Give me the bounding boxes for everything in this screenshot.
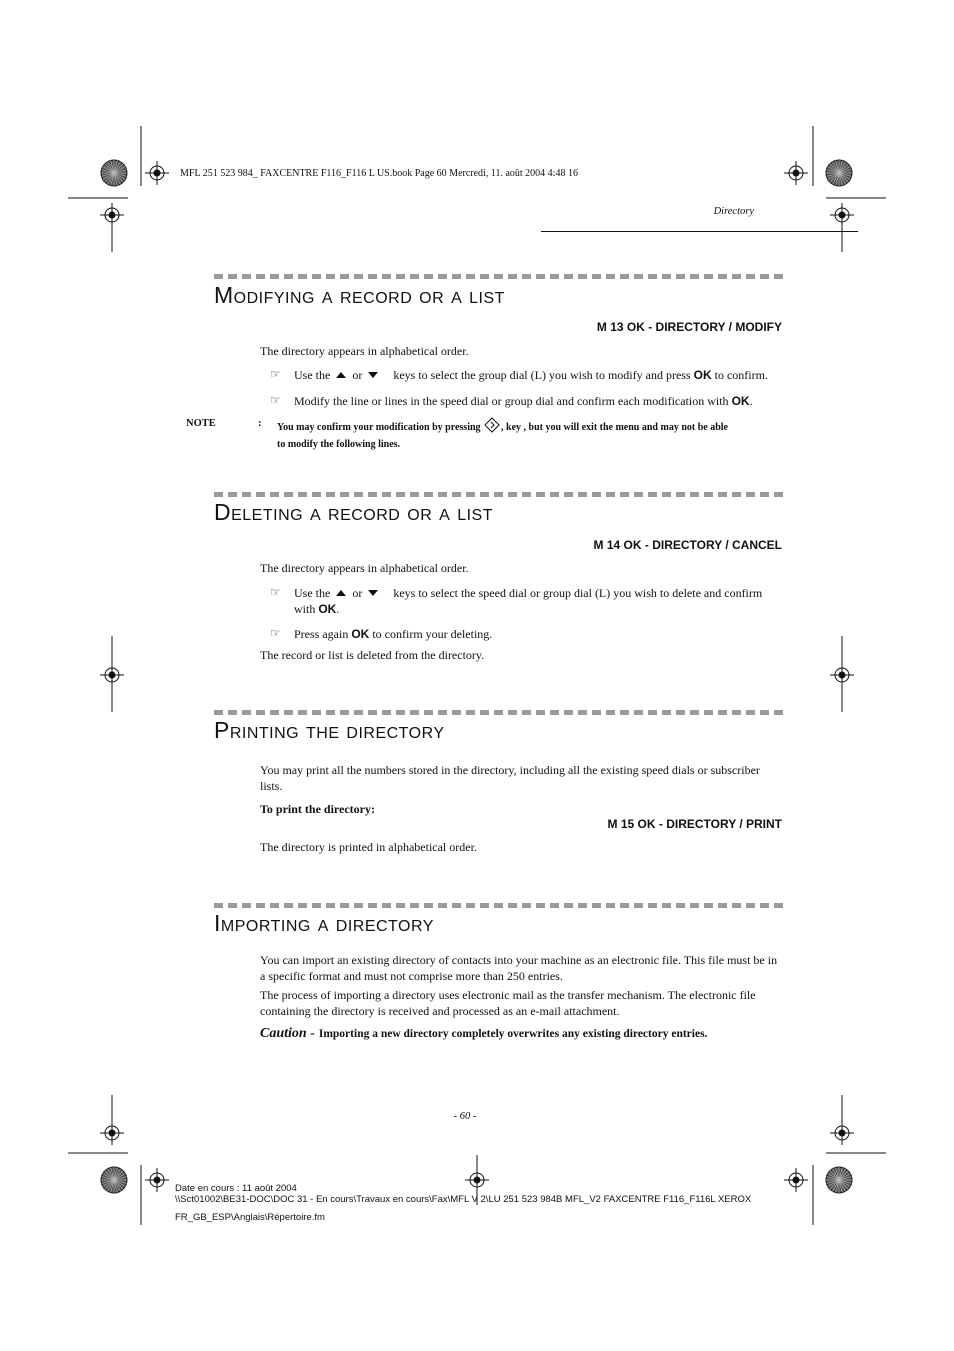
modify-step-2: Modify the line or lines in the speed dial or group dial and confirm each modification with OK. xyxy=(294,394,753,408)
import-paragraph-2: The process of importing a directory uses electronic mail as the transfer mechanism. The electronic file containing the directory is received and processed as an e-mail attachment. xyxy=(260,988,756,1018)
section-title-import: Importing a directory xyxy=(214,910,434,936)
caution-note xyxy=(260,1024,707,1042)
note-colon: : xyxy=(258,418,262,429)
section-divider xyxy=(214,274,784,279)
pointing-hand-icon: ☞ xyxy=(270,626,281,640)
print-subhead: To print the directory: xyxy=(260,802,375,816)
section-title-modify: Modifying a record or a list xyxy=(214,282,505,308)
command-path-modify: M 13 OK - DIRECTORY / MODIFY xyxy=(596,320,782,334)
section-divider xyxy=(214,903,784,908)
ok-key-label: OK xyxy=(731,394,750,408)
color-rosette-mark xyxy=(101,1167,127,1193)
pointing-hand-icon: ☞ xyxy=(270,367,281,381)
section-divider xyxy=(214,710,784,715)
pointing-hand-icon: ☞ xyxy=(270,585,281,599)
delete-outro: The record or list is deleted from the directory. xyxy=(260,648,485,662)
running-head-rule xyxy=(541,231,858,232)
note-label: NOTE xyxy=(186,418,216,429)
footer-path-2: FR_GB_ESP\Anglais\Répertoire.fm xyxy=(175,1212,325,1223)
ok-key-label: OK xyxy=(351,627,370,641)
import-paragraph-1: You can import an existing directory of contacts into your machine as an electronic file. This file must be in a specific format and must not comprise more than 250 entries. xyxy=(260,953,778,983)
pointing-hand-icon: ☞ xyxy=(270,393,281,407)
delete-step-1: Use the or keys to select the speed dial or group dial (L) you wish to delete and confirm with OK. xyxy=(294,586,763,616)
command-path-delete: M 14 OK - DIRECTORY / CANCEL xyxy=(593,538,782,552)
caution-text: Importing a new directory completely overwrites any existing directory entries. xyxy=(318,1028,708,1040)
section-divider xyxy=(214,492,784,497)
running-head: Directory xyxy=(713,206,754,217)
section-title-delete: Deleting a record or a list xyxy=(214,499,493,525)
delete-step-2: Press again OK to confirm your deleting. xyxy=(294,627,493,641)
print-header: MFL 251 523 984_ FAXCENTRE F116_F116 L US.book Page 60 Mercredi, 11. août 2004 4:48 16 xyxy=(180,168,578,179)
note-text: You may confirm your modification by pressing , key , but you will exit the menu and may not be able to modify the following lines. xyxy=(277,417,783,452)
print-intro: You may print all the numbers stored in the directory, including all the existing speed dials or subscriber lists. xyxy=(260,763,760,793)
command-path-print: M 15 OK - DIRECTORY / PRINT xyxy=(607,817,782,831)
section-title-print: Printing the directory xyxy=(214,717,445,743)
arrow-down-icon xyxy=(368,372,378,378)
arrow-up-icon xyxy=(336,590,346,596)
start-key-icon xyxy=(484,417,500,438)
arrow-down-icon xyxy=(368,590,378,596)
arrow-up-icon xyxy=(336,372,346,378)
page-number: - 60 - xyxy=(453,1111,477,1122)
modify-step-1: Use the or keys to select the group dial (L) you wish to modify and press OK to confirm. xyxy=(294,368,768,382)
footer-date: Date en cours : 11 août 2004 xyxy=(175,1183,297,1194)
ok-key-label: OK xyxy=(318,602,337,616)
color-rosette-mark xyxy=(826,160,852,186)
footer-path: \\Sct01002\BE31-DOC\DOC 31 - En cours\Travaux en cours\Fax\MFL V 2\LU 251 523 984B MFL_V2 FAXCENTRE F116_F116L XEROX xyxy=(175,1194,752,1205)
modify-intro: The directory appears in alphabetical order. xyxy=(260,344,469,358)
color-rosette-mark xyxy=(101,160,127,186)
delete-intro: The directory appears in alphabetical order. xyxy=(260,561,469,575)
print-outro: The directory is printed in alphabetical order. xyxy=(260,840,477,854)
ok-key-label: OK xyxy=(693,368,712,382)
caution-label: Caution - xyxy=(260,1026,315,1041)
color-rosette-mark xyxy=(826,1167,852,1193)
